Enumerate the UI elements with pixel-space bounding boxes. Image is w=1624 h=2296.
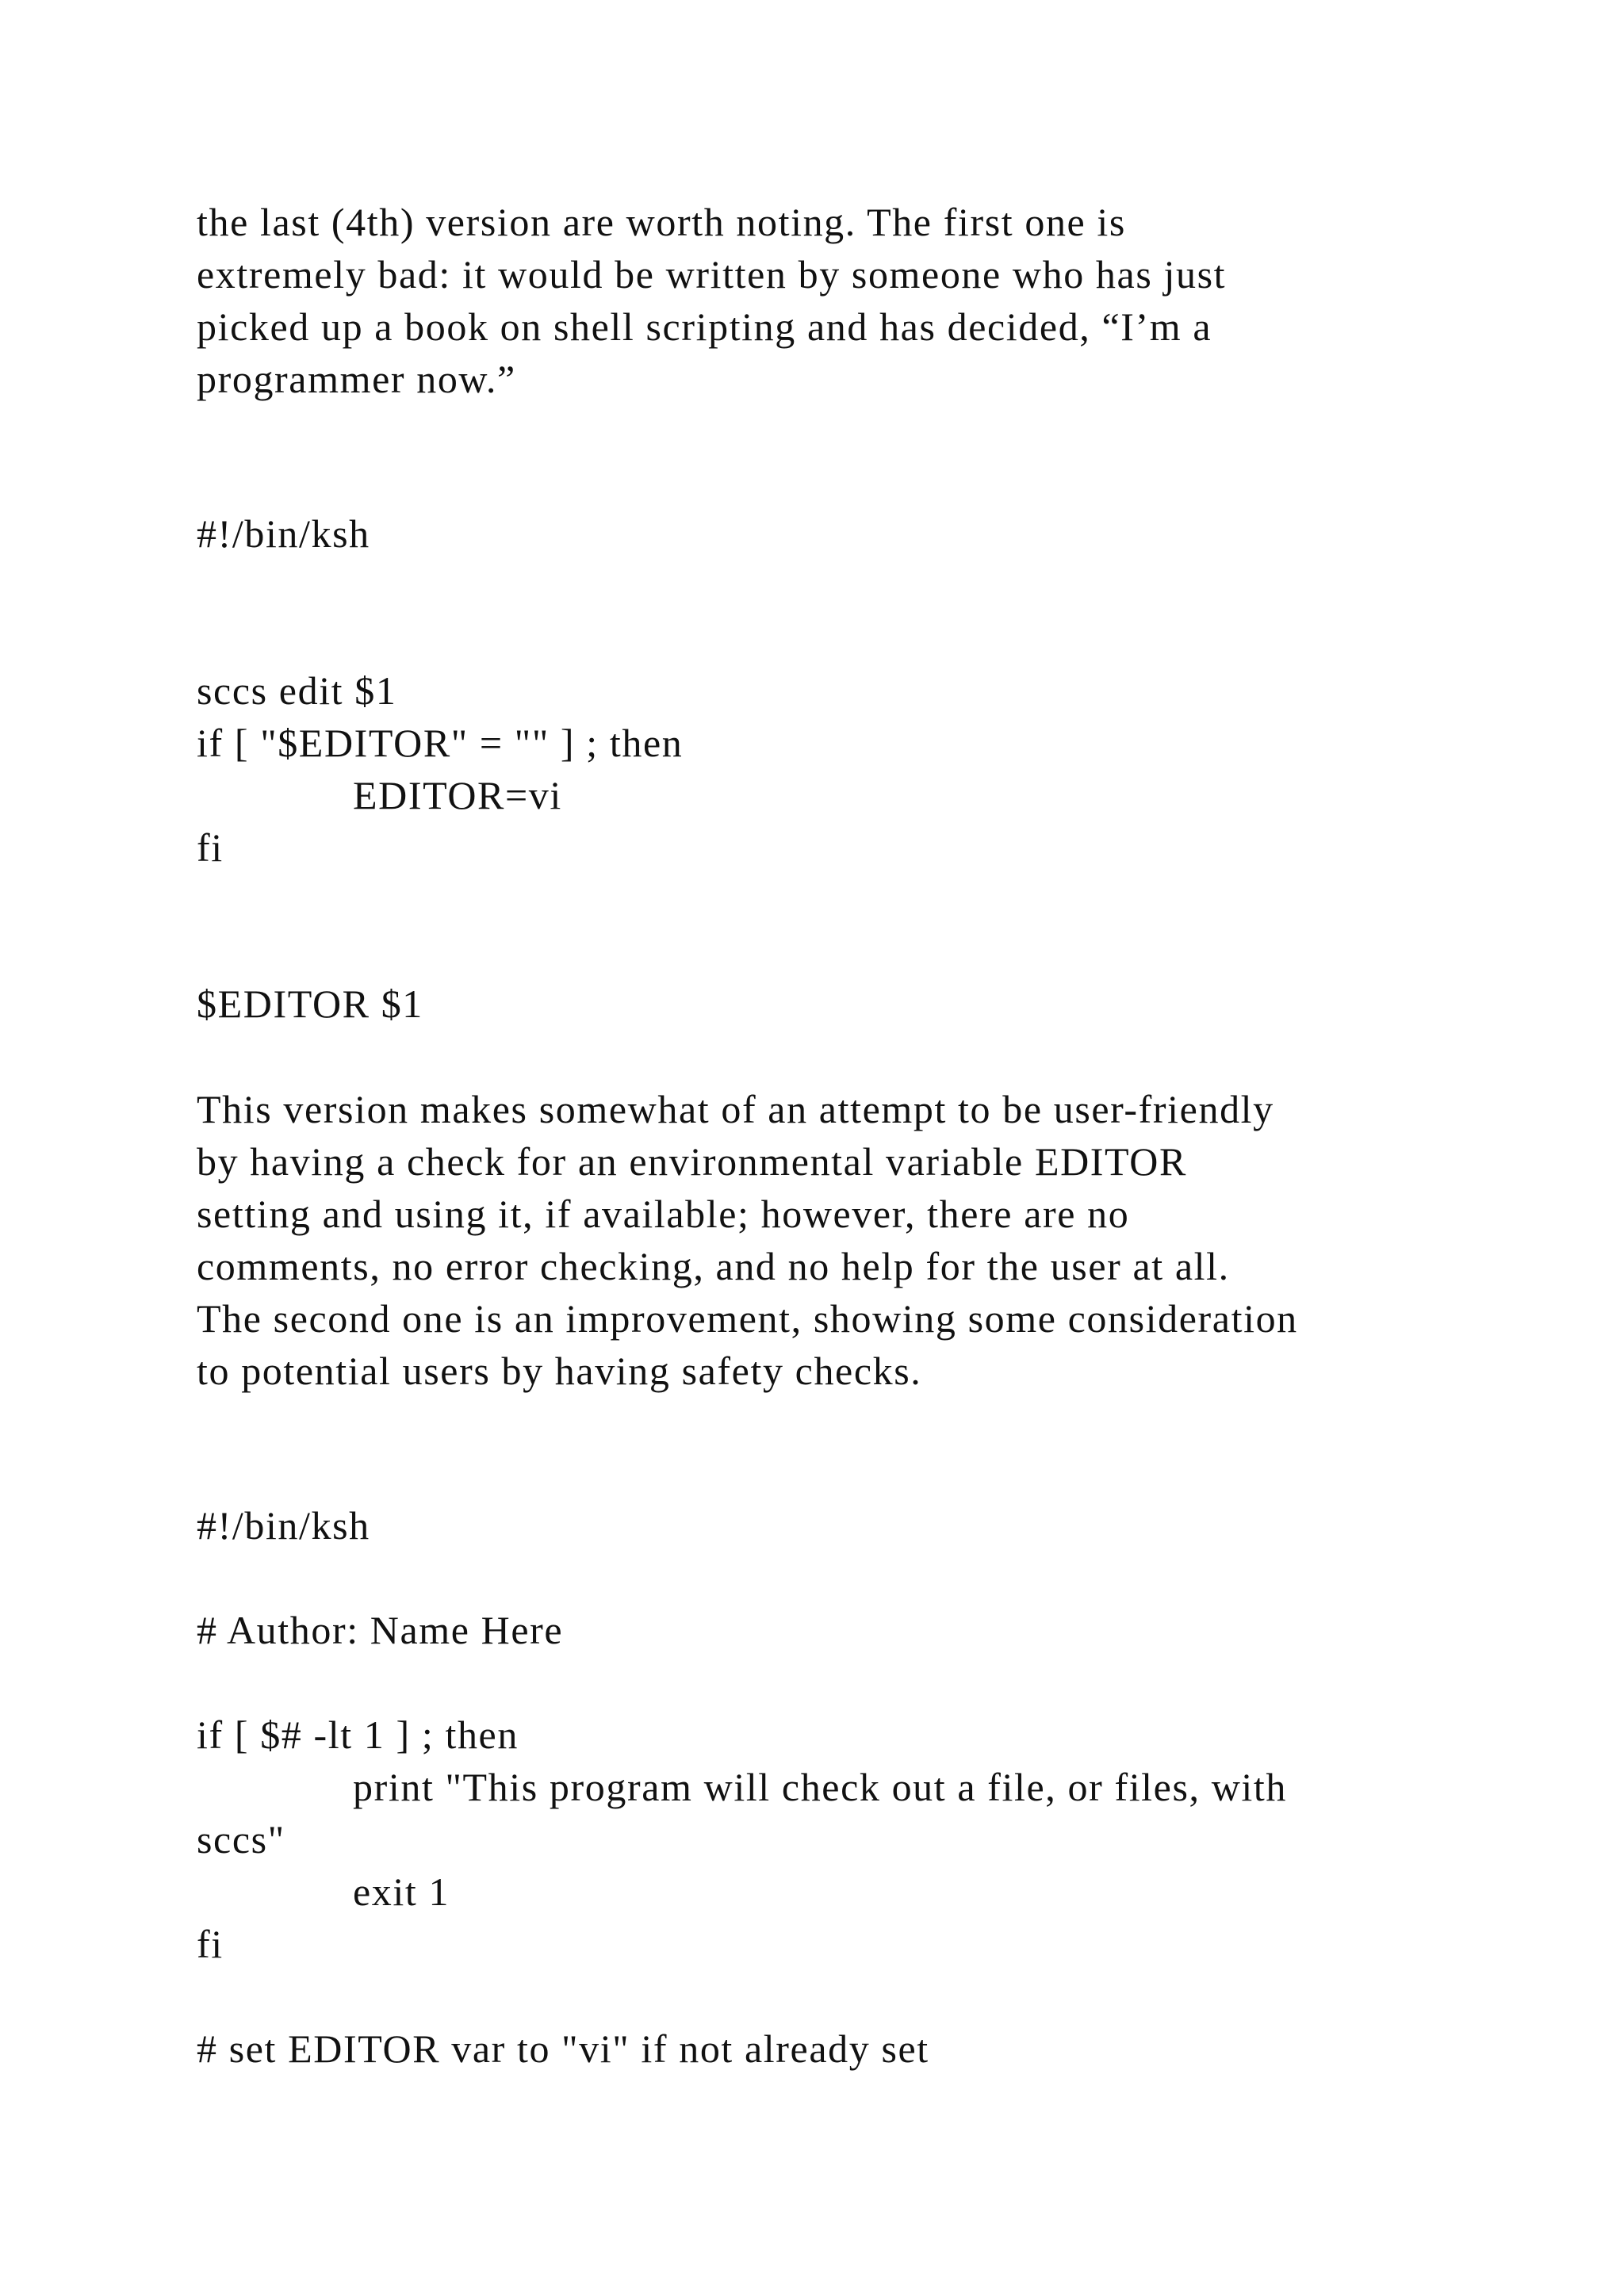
paragraph-2-line-2: by having a check for an environmental variable EDITOR [197, 1139, 1187, 1184]
paragraph-2-line-4: comments, no error checking, and no help for the user at all. [197, 1244, 1230, 1288]
script-2-fi-line: fi [197, 1922, 224, 1966]
paragraph-1-line-4: programmer now.” [197, 357, 516, 401]
paragraph-2-line-5: The second one is an improvement, showing some consideration [197, 1296, 1298, 1341]
script-1-assign-line: EDITOR=vi [353, 773, 562, 817]
paragraph-1-line-3: picked up a book on shell scripting and has decided, “I’m a [197, 304, 1212, 349]
script-2-print-wrap: sccs" [197, 1817, 285, 1862]
script-1-run-line: $EDITOR $1 [197, 982, 423, 1026]
script-2-print-line: print "This program will check out a file, or files, with [353, 1765, 1288, 1809]
script-2-exit-line: exit 1 [353, 1869, 450, 1914]
script-2-if-line: if [ $# -lt 1 ] ; then [197, 1712, 519, 1757]
paragraph-1-line-1: the last (4th) version are worth noting. The first one is [197, 200, 1126, 244]
script-2-author-comment: # Author: Name Here [197, 1608, 564, 1652]
script-1-fi-line: fi [197, 825, 224, 870]
script-2-set-comment: # set EDITOR var to "vi" if not already set [197, 2026, 929, 2071]
paragraph-1-line-2: extremely bad: it would be written by someone who has just [197, 252, 1227, 297]
paragraph-2-line-6: to potential users by having safety checks. [197, 1349, 922, 1393]
script-1-sccs-edit: sccs edit $1 [197, 668, 397, 713]
script-2-shebang: #!/bin/ksh [197, 1503, 370, 1548]
paragraph-2-line-3: setting and using it, if available; however, there are no [197, 1192, 1130, 1236]
script-1-if-line: if [ "$EDITOR" = "" ] ; then [197, 721, 684, 765]
paragraph-2-line-1: This version makes somewhat of an attempt to be user-friendly [197, 1087, 1274, 1131]
script-1-shebang: #!/bin/ksh [197, 511, 370, 556]
